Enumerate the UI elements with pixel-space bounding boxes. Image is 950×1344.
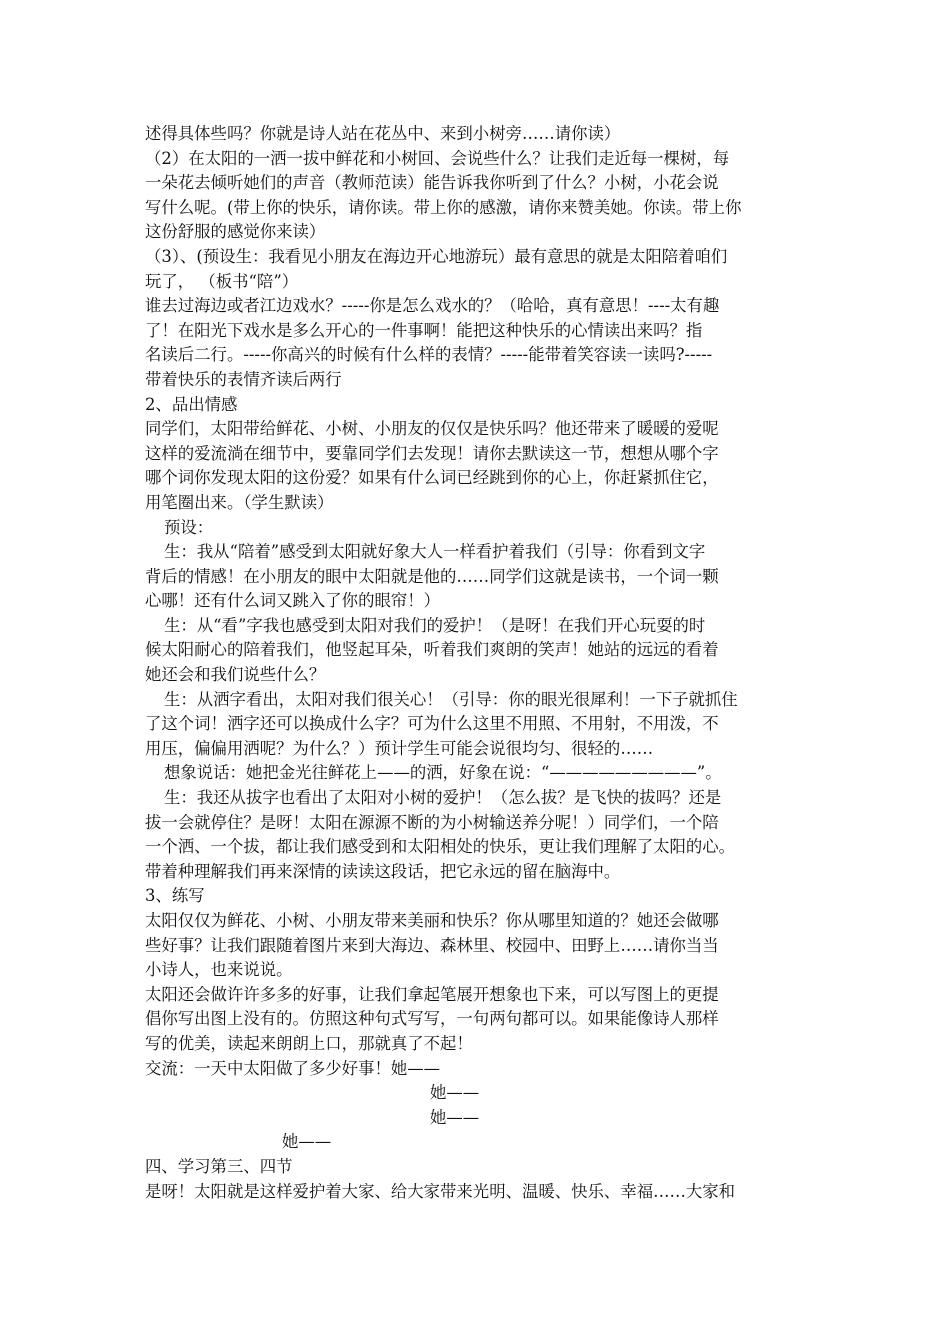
text-line: 同学们，太阳带给鲜花、小树、小朋友的仅仅是快乐吗？他还带来了暖暖的爱呢: [145, 419, 719, 439]
text-line: 生：从“看”字我也感受到太阳对我们的爱护！（是呀！在我们开心玩耍的时: [164, 615, 706, 635]
text-line: 交流：一天中太阳做了多少好事！她——: [145, 1058, 441, 1078]
text-line: 小诗人，也来说说。: [145, 960, 293, 980]
text-line: 太阳仅仅为鲜花、小树、小朋友带来美丽和快乐？你从哪里知道的？她还会做哪: [145, 911, 719, 930]
text-line: 她——: [430, 1107, 480, 1127]
text-line: 写什么呢。(带上你的快乐，请你读。带上你的感激，请你来赞美她。你读。带上你: [145, 197, 742, 217]
text-line: 述得具体些吗？你就是诗人站在花丛中、来到小树旁……请你读）: [145, 124, 621, 143]
text-line: 她——: [430, 1083, 480, 1103]
text-line: 玩了， （板书“陪”）: [145, 271, 299, 291]
text-line: 生：从洒字看出，太阳对我们很关心！（引导：你的眼光很犀利！一下子就抓住: [164, 689, 738, 709]
text-line: 一朵花去倾听她们的声音（教师范读）能告诉我你听到了什么？小树，小花会说: [145, 173, 719, 193]
text-line: 这份舒服的感觉你来读）: [145, 222, 326, 242]
document-body: [145, 122, 815, 1204]
text-line: 生：我从“陪着”感受到太阳就好象大人一样看护着我们（引导：你看到文字: [164, 542, 706, 562]
text-line: 心哪！还有什么词又跳入了你的眼帘！）: [145, 591, 441, 611]
section-heading: 2、品出情感: [145, 394, 238, 414]
text-line: 这样的爱流淌在细节中，要靠同学们去发现！请你去默读这一节，想想从哪个字: [145, 443, 719, 463]
text-line: 带着快乐的表情齐读后两行: [145, 369, 342, 389]
text-line: 了！在阳光下戏水是多么开心的一件事啊！能把这种快乐的心情读出来吗？指: [145, 320, 703, 340]
text-line: 她还会和我们说些什么？: [145, 665, 326, 685]
text-line: 了这个词！洒字还可以换成什么字？可为什么这里不用照、不用射，不用泼，不: [145, 714, 719, 734]
text-line: 生：我还从拔字也看出了太阳对小树的爱护！（怎么拔？是飞快的拔吗？还是: [164, 788, 722, 808]
text-line: 写的优美，读起来朗朗上口，那就真了不起！: [145, 1033, 473, 1053]
text-line: 名读后二行。-----你高兴的时候有什么样的表情？-----能带着笑容读一读吗?-----: [145, 345, 713, 365]
text-line: 拔一会就停住？是呀！太阳在源源不断的为小树输送养分呢！）同学们，一个陪: [145, 812, 719, 832]
text-line: 预设：: [164, 517, 214, 537]
text-line: 用笔圈出来。（学生默读）: [145, 492, 334, 512]
text-line: 倡你写出图上没有的。仿照这种句式写写，一句两句都可以。如果能像诗人那样: [145, 1009, 719, 1029]
section-heading: 3、练写: [145, 886, 205, 906]
section-heading: 四、学习第三、四节: [145, 1156, 293, 1176]
text-line: 是呀！太阳就是这样爱护着大家、给大家带来光明、温暖、快乐、幸福……大家和: [145, 1181, 736, 1201]
text-line: 太阳还会做许许多多的好事，让我们拿起笔展开想象也下来，可以写图上的更提: [145, 984, 719, 1004]
text-line: （3）、(预设生：我看见小朋友在海边开心地游玩）最有意思的就是太阳陪着咱们: [145, 246, 728, 266]
text-line: 想象说话：她把金光往鲜花上——的洒，好象在说：“—————————”。: [164, 763, 722, 783]
text-line: （2）在太阳的一洒一拔中鲜花和小树回、会说些什么？让我们走近每一棵树，每: [145, 148, 730, 168]
text-line: 用压，偏偏用洒呢？为什么？）预计学生可能会说很均匀、很轻的……: [145, 738, 654, 758]
text-line: 些好事？让我们跟随着图片来到大海边、森林里、校园中、田野上……请你当当: [145, 935, 719, 955]
text-line: 背后的情感！在小朋友的眼中太阳就是他的……同学们这就是读书，一个词一颗: [145, 566, 719, 586]
text-line: 候太阳耐心的陪着我们，他竖起耳朵，听着我们爽朗的笑声！她站的远远的看着: [145, 640, 719, 660]
text-line: 她——: [282, 1132, 332, 1152]
text-line: 一个洒、一个拔，都让我们感受到和太阳相处的快乐，更让我们理解了太阳的心。: [145, 837, 736, 857]
text-line: 谁去过海边或者江边戏水？-----你是怎么戏水的？（哈哈，真有意思！----太有趣: [145, 296, 720, 316]
text-line: 哪个词你发现太阳的这份爱？如果有什么词已经跳到你的心上，你赶紧抓住它，: [145, 468, 719, 488]
text-line: 带着种理解我们再来深情的读读这段话，把它永远的留在脑海中。: [145, 861, 621, 881]
